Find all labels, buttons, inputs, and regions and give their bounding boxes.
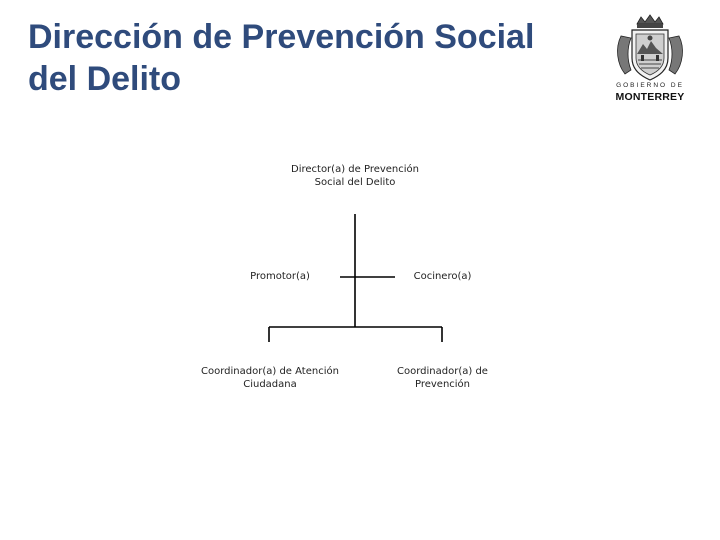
org-node-coordinador-atencion: Coordinador(a) de Atención Ciudadana: [201, 366, 339, 390]
logo-text-monterrey: MONTERREY: [615, 91, 685, 103]
org-node-promotor: Promotor(a): [250, 271, 310, 282]
org-node-director: Director(a) de Prevención Social del Delito: [291, 164, 419, 188]
page-title-line-1: Dirección de Prevención Social: [28, 18, 535, 56]
page-title-line-2: del Delito: [28, 60, 182, 98]
org-node-coordinador-prevencion: Coordinador(a) de Prevención: [397, 366, 488, 390]
org-node-cocinero: Cocinero(a): [413, 271, 472, 282]
logo-text-gobierno: GOBIERNO DE: [616, 82, 684, 89]
